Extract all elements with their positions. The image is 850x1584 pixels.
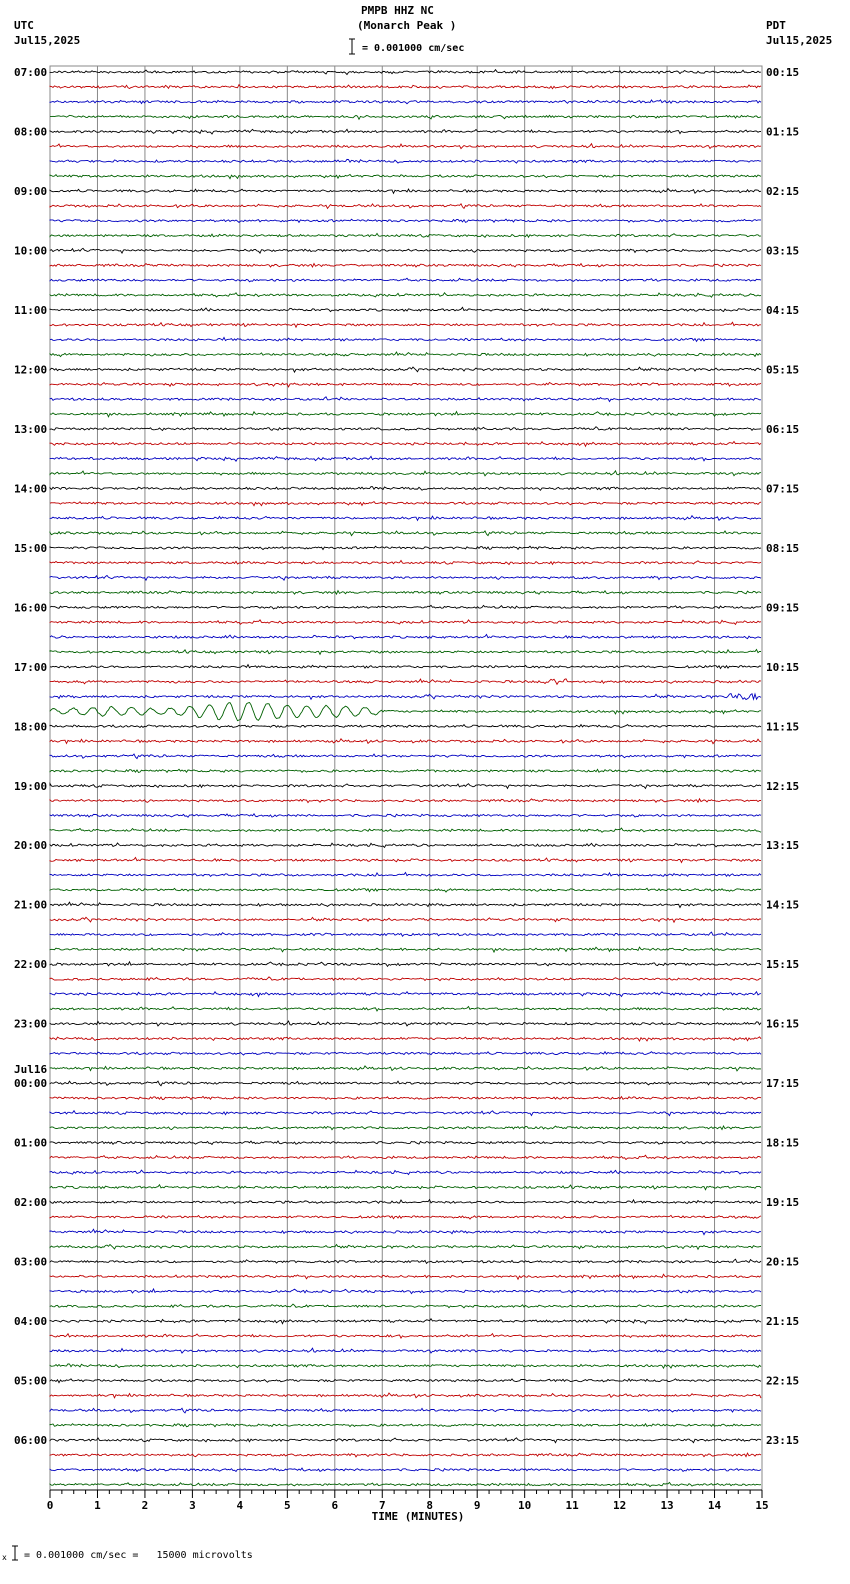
- seismic-trace: [50, 814, 761, 817]
- pdt-hour-label: 04:15: [766, 303, 800, 317]
- seismic-trace: [50, 977, 761, 981]
- seismic-trace: [50, 115, 761, 119]
- seismic-trace: [50, 1245, 761, 1250]
- seismic-trace: [50, 665, 761, 669]
- seismic-trace: [50, 739, 761, 744]
- seismic-trace: [50, 799, 761, 803]
- seismic-trace: [50, 189, 761, 194]
- seismic-trace: [50, 1096, 761, 1099]
- x-tick-label: 9: [473, 1499, 481, 1512]
- x-tick-label: 12: [612, 1499, 627, 1512]
- seismic-trace: [50, 1111, 761, 1116]
- x-tick-label: 6: [331, 1499, 339, 1512]
- x-tick-label: 0: [46, 1499, 54, 1512]
- scale-label: = 0.001000 cm/sec: [362, 43, 465, 54]
- pdt-hour-label: 11:15: [766, 720, 800, 734]
- pdt-hour-label: 01:15: [766, 125, 800, 139]
- seismic-trace: [50, 1348, 761, 1353]
- seismic-trace: [50, 264, 761, 268]
- seismic-trace: [50, 932, 761, 936]
- x-tick-label: 2: [141, 1499, 149, 1512]
- pdt-hour-label: 00:15: [766, 66, 800, 79]
- seismic-trace: [50, 1170, 761, 1174]
- seismic-trace: [50, 561, 761, 565]
- seismic-trace: [50, 322, 761, 327]
- utc-hour-label: 06:00: [14, 1434, 48, 1448]
- seismic-trace: [50, 1393, 761, 1398]
- utc-hour-label: 09:00: [14, 184, 48, 198]
- seismic-trace: [50, 1379, 761, 1383]
- pdt-hour-label: 12:15: [766, 779, 800, 793]
- x-tick-label: 3: [189, 1499, 196, 1512]
- seismic-trace: [50, 947, 761, 952]
- utc-hour-label: 13:00: [14, 422, 48, 436]
- pdt-hour-label: 23:15: [766, 1434, 800, 1448]
- seismic-trace: [50, 412, 761, 417]
- utc-hour-label: 20:00: [14, 839, 48, 853]
- seismic-trace: [50, 367, 761, 372]
- seismic-trace: [50, 1453, 761, 1457]
- utc-hour-label: 07:00: [14, 66, 48, 79]
- seismic-trace: [50, 1229, 761, 1234]
- pdt-hour-label: 22:15: [766, 1374, 800, 1388]
- seismic-trace: [50, 635, 761, 639]
- utc-hour-label: 19:00: [14, 779, 48, 793]
- x-tick-label: 13: [660, 1499, 674, 1512]
- utc-hour-label: 23:00: [14, 1017, 48, 1031]
- seismic-trace: [50, 873, 761, 877]
- utc-hour-label: 14:00: [14, 482, 48, 496]
- seismic-trace: [50, 828, 761, 832]
- seismic-trace: [50, 1021, 761, 1026]
- utc-hour-label: 08:00: [14, 125, 48, 139]
- pdt-hour-label: 17:15: [766, 1077, 800, 1091]
- pdt-hour-label: 13:15: [766, 839, 800, 853]
- seismic-trace: [50, 352, 761, 357]
- seismic-trace: [50, 962, 761, 967]
- utc-hour-label: 10:00: [14, 244, 48, 258]
- seismic-trace: [50, 487, 761, 491]
- utc-hour-label: 02:00: [14, 1196, 48, 1210]
- seismic-trace: [50, 679, 761, 685]
- seismic-trace: [50, 1289, 761, 1294]
- seismic-trace: [50, 650, 761, 655]
- x-tick-label: 1: [94, 1499, 101, 1512]
- seismic-trace: [50, 442, 761, 447]
- seismic-trace: [50, 471, 761, 476]
- seismic-trace: [50, 784, 761, 789]
- seismic-trace: [50, 858, 761, 863]
- x-tick-label: 11: [565, 1499, 579, 1512]
- utc-hour-label: 15:00: [14, 541, 48, 555]
- seismic-trace: [50, 1438, 761, 1443]
- station-title: PMPB HHZ NC: [361, 4, 434, 17]
- x-tick-label: 7: [378, 1499, 386, 1512]
- x-tick-label: 10: [518, 1499, 532, 1512]
- x-tick-label: 15: [755, 1499, 769, 1512]
- seismic-trace: [50, 1468, 761, 1471]
- pdt-hour-label: 09:15: [766, 601, 800, 615]
- seismic-trace: [50, 159, 761, 163]
- seismic-trace: [50, 278, 761, 282]
- utc-hour-label: 11:00: [14, 303, 48, 317]
- seismic-trace: [50, 1215, 761, 1219]
- pdt-hour-label: 06:15: [766, 422, 800, 436]
- pdt-hour-label: 20:15: [766, 1255, 800, 1269]
- pdt-hour-label: 02:15: [766, 184, 800, 198]
- seismic-trace: [50, 456, 761, 461]
- scale-bar-icon: [349, 39, 355, 54]
- pdt-hour-label: 10:15: [766, 660, 800, 674]
- pdt-hour-label: 18:15: [766, 1136, 800, 1150]
- left-timezone: UTC: [14, 19, 34, 32]
- seismic-trace: [50, 1482, 761, 1486]
- utc-hour-label: 05:00: [14, 1374, 48, 1388]
- seismic-trace: [50, 769, 761, 772]
- pdt-hour-label: 16:15: [766, 1017, 800, 1031]
- pdt-hour-label: 19:15: [766, 1196, 800, 1210]
- x-tick-label: 4: [236, 1499, 244, 1512]
- seismic-trace: [50, 1304, 761, 1308]
- seismic-trace: [50, 1274, 761, 1279]
- pdt-hour-label: 03:15: [766, 244, 800, 258]
- seismic-trace: [50, 1066, 761, 1071]
- left-date: Jul15,2025: [14, 34, 81, 47]
- seismic-trace: [50, 902, 761, 907]
- seismic-trace: [50, 754, 761, 759]
- seismic-trace: [50, 1319, 761, 1324]
- seismic-trace: [50, 1126, 761, 1130]
- seismic-trace: [50, 1007, 761, 1012]
- x-tick-label: 5: [284, 1499, 291, 1512]
- pdt-hour-label: 08:15: [766, 541, 800, 555]
- seismic-trace: [50, 502, 761, 506]
- seismic-trace: [50, 248, 761, 253]
- x-axis-title: TIME (MINUTES): [371, 1510, 465, 1523]
- svg-text:x: x: [2, 1553, 7, 1562]
- seismic-trace: [50, 175, 761, 179]
- seismic-trace: [50, 546, 761, 549]
- seismic-trace: [50, 694, 761, 700]
- seismic-trace: [50, 516, 761, 521]
- seismic-trace: [50, 307, 761, 311]
- seismic-trace: [50, 233, 761, 237]
- seismic-trace: [50, 591, 761, 595]
- seismic-trace: [50, 605, 761, 609]
- seismic-trace: [50, 70, 761, 75]
- utc-hour-label: 01:00: [14, 1136, 48, 1150]
- seismic-trace: [50, 144, 761, 149]
- utc-hour-label: 12:00: [14, 363, 48, 377]
- utc-hour-label: 22:00: [14, 958, 48, 972]
- utc-hour-label: 16:00: [14, 601, 48, 615]
- seismic-trace: [50, 531, 761, 536]
- seismic-trace: [50, 1052, 761, 1055]
- x-tick-label: 14: [707, 1499, 722, 1512]
- x-tick-label: 8: [426, 1499, 434, 1512]
- seismic-trace: [50, 1334, 761, 1339]
- seismic-trace: [50, 397, 761, 402]
- seismic-trace: [50, 576, 761, 581]
- seismic-trace: [50, 703, 761, 721]
- seismic-trace: [50, 1185, 761, 1190]
- seismic-trace: [50, 620, 761, 625]
- seismic-trace: [50, 100, 761, 104]
- seismic-trace: [50, 1259, 761, 1263]
- pdt-hour-label: 05:15: [766, 363, 800, 377]
- seismic-trace: [50, 917, 761, 922]
- seismic-trace: [50, 427, 761, 431]
- seismic-trace: [50, 843, 761, 847]
- right-date: Jul15,2025: [766, 34, 833, 47]
- seismic-trace: [50, 219, 761, 222]
- seismic-trace: [50, 1408, 761, 1413]
- utc-hour-label: 03:00: [14, 1255, 48, 1269]
- seismic-trace: [50, 1081, 761, 1086]
- seismic-trace: [50, 1364, 761, 1368]
- pdt-hour-label: 14:15: [766, 898, 800, 912]
- pdt-hour-label: 21:15: [766, 1315, 800, 1329]
- seismic-trace: [50, 129, 761, 134]
- seismic-trace: [50, 293, 761, 297]
- date-change-label: Jul16: [14, 1063, 48, 1077]
- seismic-trace: [50, 1141, 761, 1144]
- utc-hour-label: 18:00: [14, 720, 48, 734]
- seismic-trace: [50, 204, 761, 209]
- seismic-trace: [50, 85, 761, 89]
- utc-hour-label: 17:00: [14, 660, 48, 674]
- seismic-trace: [50, 725, 761, 728]
- seismic-trace: [50, 1037, 761, 1041]
- right-timezone: PDT: [766, 19, 786, 32]
- utc-hour-label: 04:00: [14, 1315, 48, 1329]
- pdt-hour-label: 15:15: [766, 958, 800, 972]
- seismic-trace: [50, 1424, 761, 1427]
- seismic-trace: [50, 992, 761, 997]
- utc-hour-label: 00:00: [14, 1077, 48, 1091]
- site-name: (Monarch Peak ): [357, 19, 457, 32]
- footer-scale-note: = 0.001000 cm/sec = 15000 microvolts: [24, 1550, 253, 1561]
- utc-hour-label: 21:00: [14, 898, 48, 912]
- seismic-trace: [50, 383, 761, 387]
- seismic-trace: [50, 1155, 761, 1159]
- seismic-trace: [50, 338, 761, 342]
- pdt-hour-label: 07:15: [766, 482, 800, 496]
- seismic-trace: [50, 1200, 761, 1204]
- seismic-trace: [50, 888, 761, 892]
